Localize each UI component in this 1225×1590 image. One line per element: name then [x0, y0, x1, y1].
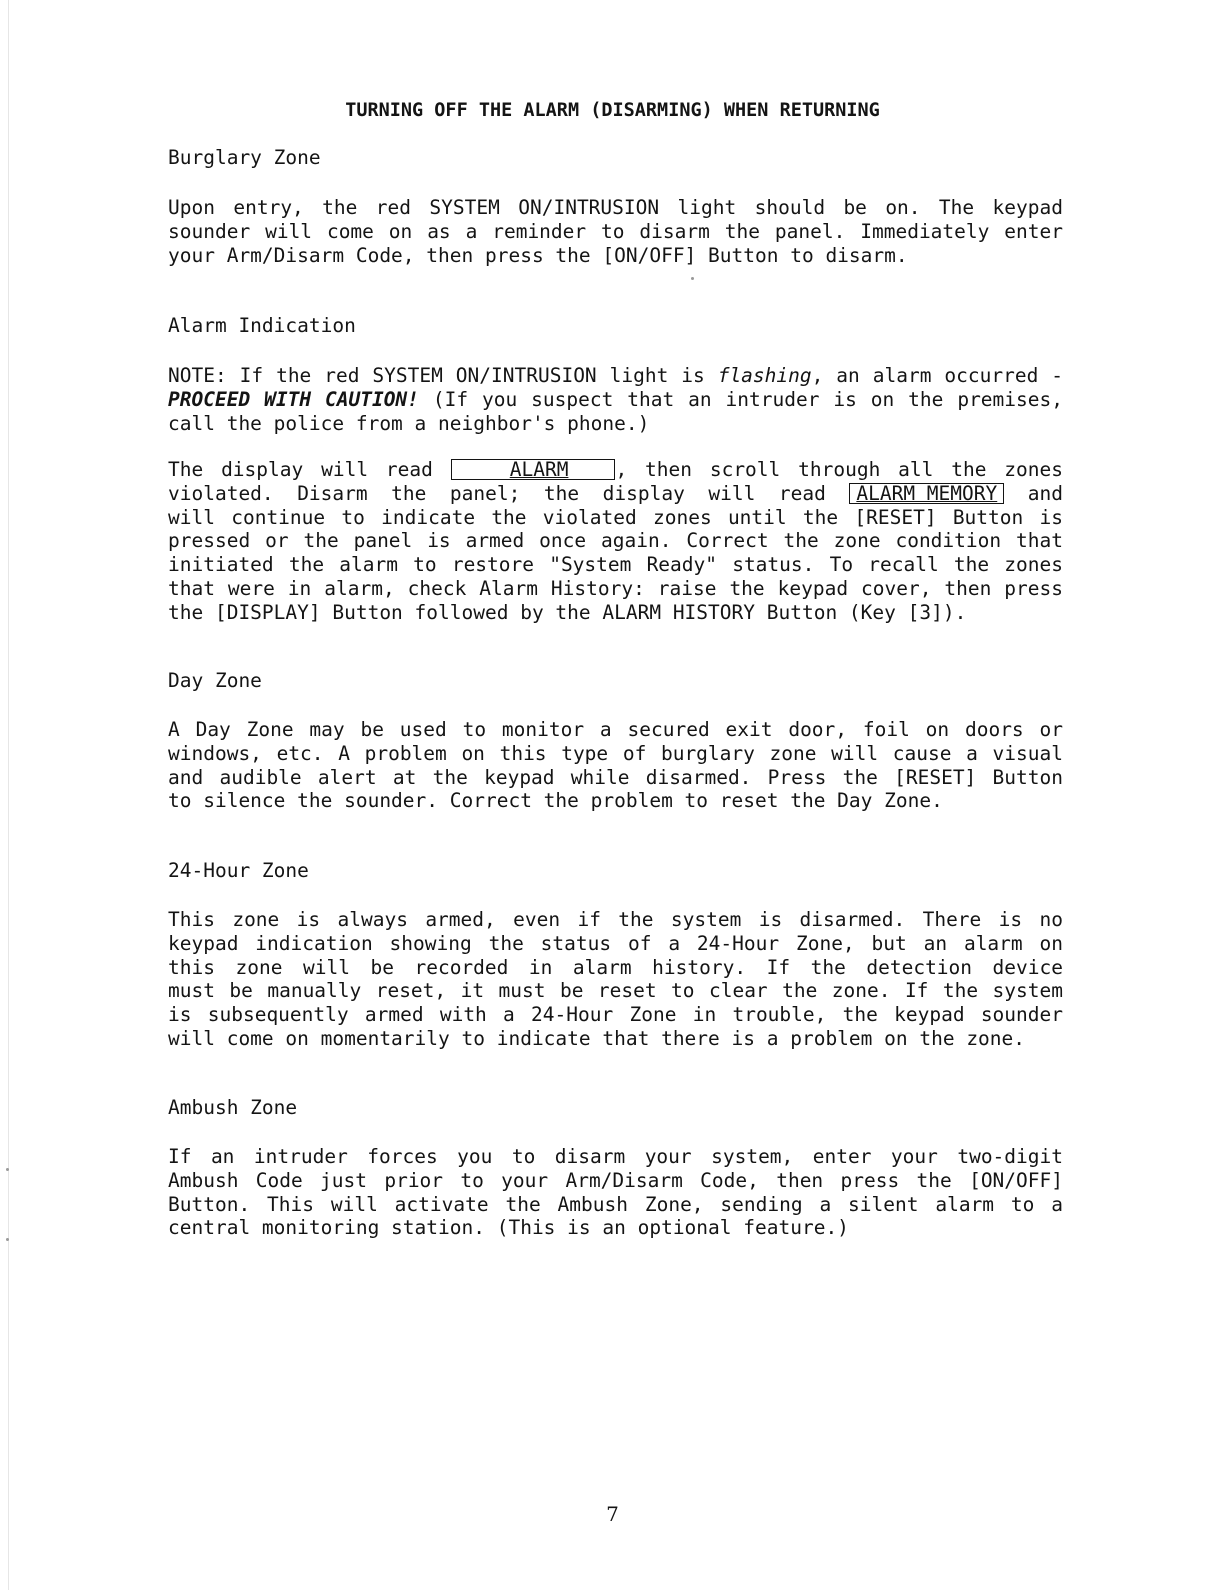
hour24-zone-paragraph [168, 908, 1063, 1051]
note-text: (If you suspect that an intruder is on the premises, [418, 387, 1063, 411]
text-line: is subsequently armed with a 24-Hour Zone in trouble, the keypad sounder [168, 1003, 1063, 1027]
text-line [168, 482, 1063, 506]
text-line: This zone is always armed, even if the system is disarmed. There is no [168, 908, 1063, 931]
text-line: Upon entry, the red SYSTEM ON/INTRUSION light should be on. The keypad [168, 196, 1063, 219]
page-number: 7 [606, 1502, 619, 1526]
caution-emphasis: PROCEED WITH CAUTION! [168, 387, 419, 411]
text-line: central monitoring station. (This is an optional feature.) [168, 1216, 849, 1240]
display-text: , then scroll through all the zones [615, 458, 1064, 481]
flashing-emphasis: flashing [717, 364, 812, 387]
display-paragraph [168, 458, 1063, 625]
alarm-display-box: ALARM [451, 459, 616, 480]
text-line: will continue to indicate the violated zones until the [RESET] Button is [168, 505, 1063, 529]
text-line: initiated the alarm to restore "System Ready" status. To recall the zones [168, 553, 1063, 577]
page-title: TURNING OFF THE ALARM (DISARMING) WHEN RETURNING [345, 100, 880, 121]
text-line: this zone will be recorded in alarm history. If the detection device [168, 955, 1063, 979]
text-line [168, 388, 1063, 412]
text-line: the [DISPLAY] Button followed by the ALARM HISTORY Button (Key [3]). [168, 600, 967, 624]
display-text: and [1004, 481, 1064, 505]
text-line [168, 364, 1063, 388]
text-line: and audible alert at the keypad while disarmed. Press the [RESET] Button [168, 765, 1063, 789]
note-text: , an alarm occurred - [811, 364, 1063, 387]
text-line: your Arm/Disarm Code, then press the [ON/OFF] Button to disarm. [168, 243, 908, 267]
burglary-zone-heading: Burglary Zone [168, 146, 321, 169]
text-line: Ambush Code just prior to your Arm/Disarm Code, then press the [ON/OFF] [168, 1168, 1063, 1192]
burglary-zone-paragraph [168, 196, 1063, 267]
text-line: sounder will come on as a reminder to disarm the panel. Immediately enter [168, 219, 1063, 243]
ambush-zone-paragraph [168, 1145, 1063, 1240]
text-line: call the police from a neighbor's phone.) [168, 411, 650, 435]
text-line [168, 458, 1063, 482]
display-text: The display will read [168, 458, 451, 481]
text-line: that were in alarm, check Alarm History: raise the keypad cover, then press [168, 576, 1063, 600]
text-line: must be manually reset, it must be reset to clear the zone. If the system [168, 979, 1063, 1003]
text-line: If an intruder forces you to disarm your system, enter your two-digit [168, 1145, 1063, 1168]
ambush-zone-heading: Ambush Zone [168, 1096, 298, 1119]
scan-speck [6, 1168, 9, 1171]
text-line: will come on momentarily to indicate that there is a problem on the zone. [168, 1026, 1026, 1050]
text-line: keypad indication showing the status of a 24-Hour Zone, but an alarm on [168, 931, 1063, 955]
alarm-indication-heading: Alarm Indication [168, 314, 356, 337]
scan-speck [6, 1238, 9, 1241]
text-line: pressed or the panel is armed once again. Correct the zone condition that [168, 529, 1063, 553]
text-line: A Day Zone may be used to monitor a secured exit door, foil on doors or [168, 718, 1063, 741]
note-text: NOTE: If the red SYSTEM ON/INTRUSION light is [168, 364, 718, 387]
text-line: windows, etc. A problem on this type of burglary zone will cause a visual [168, 741, 1063, 765]
note-paragraph [168, 364, 1063, 435]
day-zone-paragraph [168, 718, 1063, 813]
page-edge [8, 0, 9, 1590]
display-text: violated. Disarm the panel; the display will read [168, 481, 850, 505]
hour24-zone-heading: 24-Hour Zone [168, 859, 309, 882]
alarm-memory-display-box: ALARM MEMORY [849, 483, 1004, 504]
day-zone-heading: Day Zone [168, 669, 262, 692]
text-line: to silence the sounder. Correct the problem to reset the Day Zone. [168, 789, 943, 813]
text-line: Button. This will activate the Ambush Zone, sending a silent alarm to a [168, 1192, 1063, 1216]
scan-speck [691, 277, 694, 280]
